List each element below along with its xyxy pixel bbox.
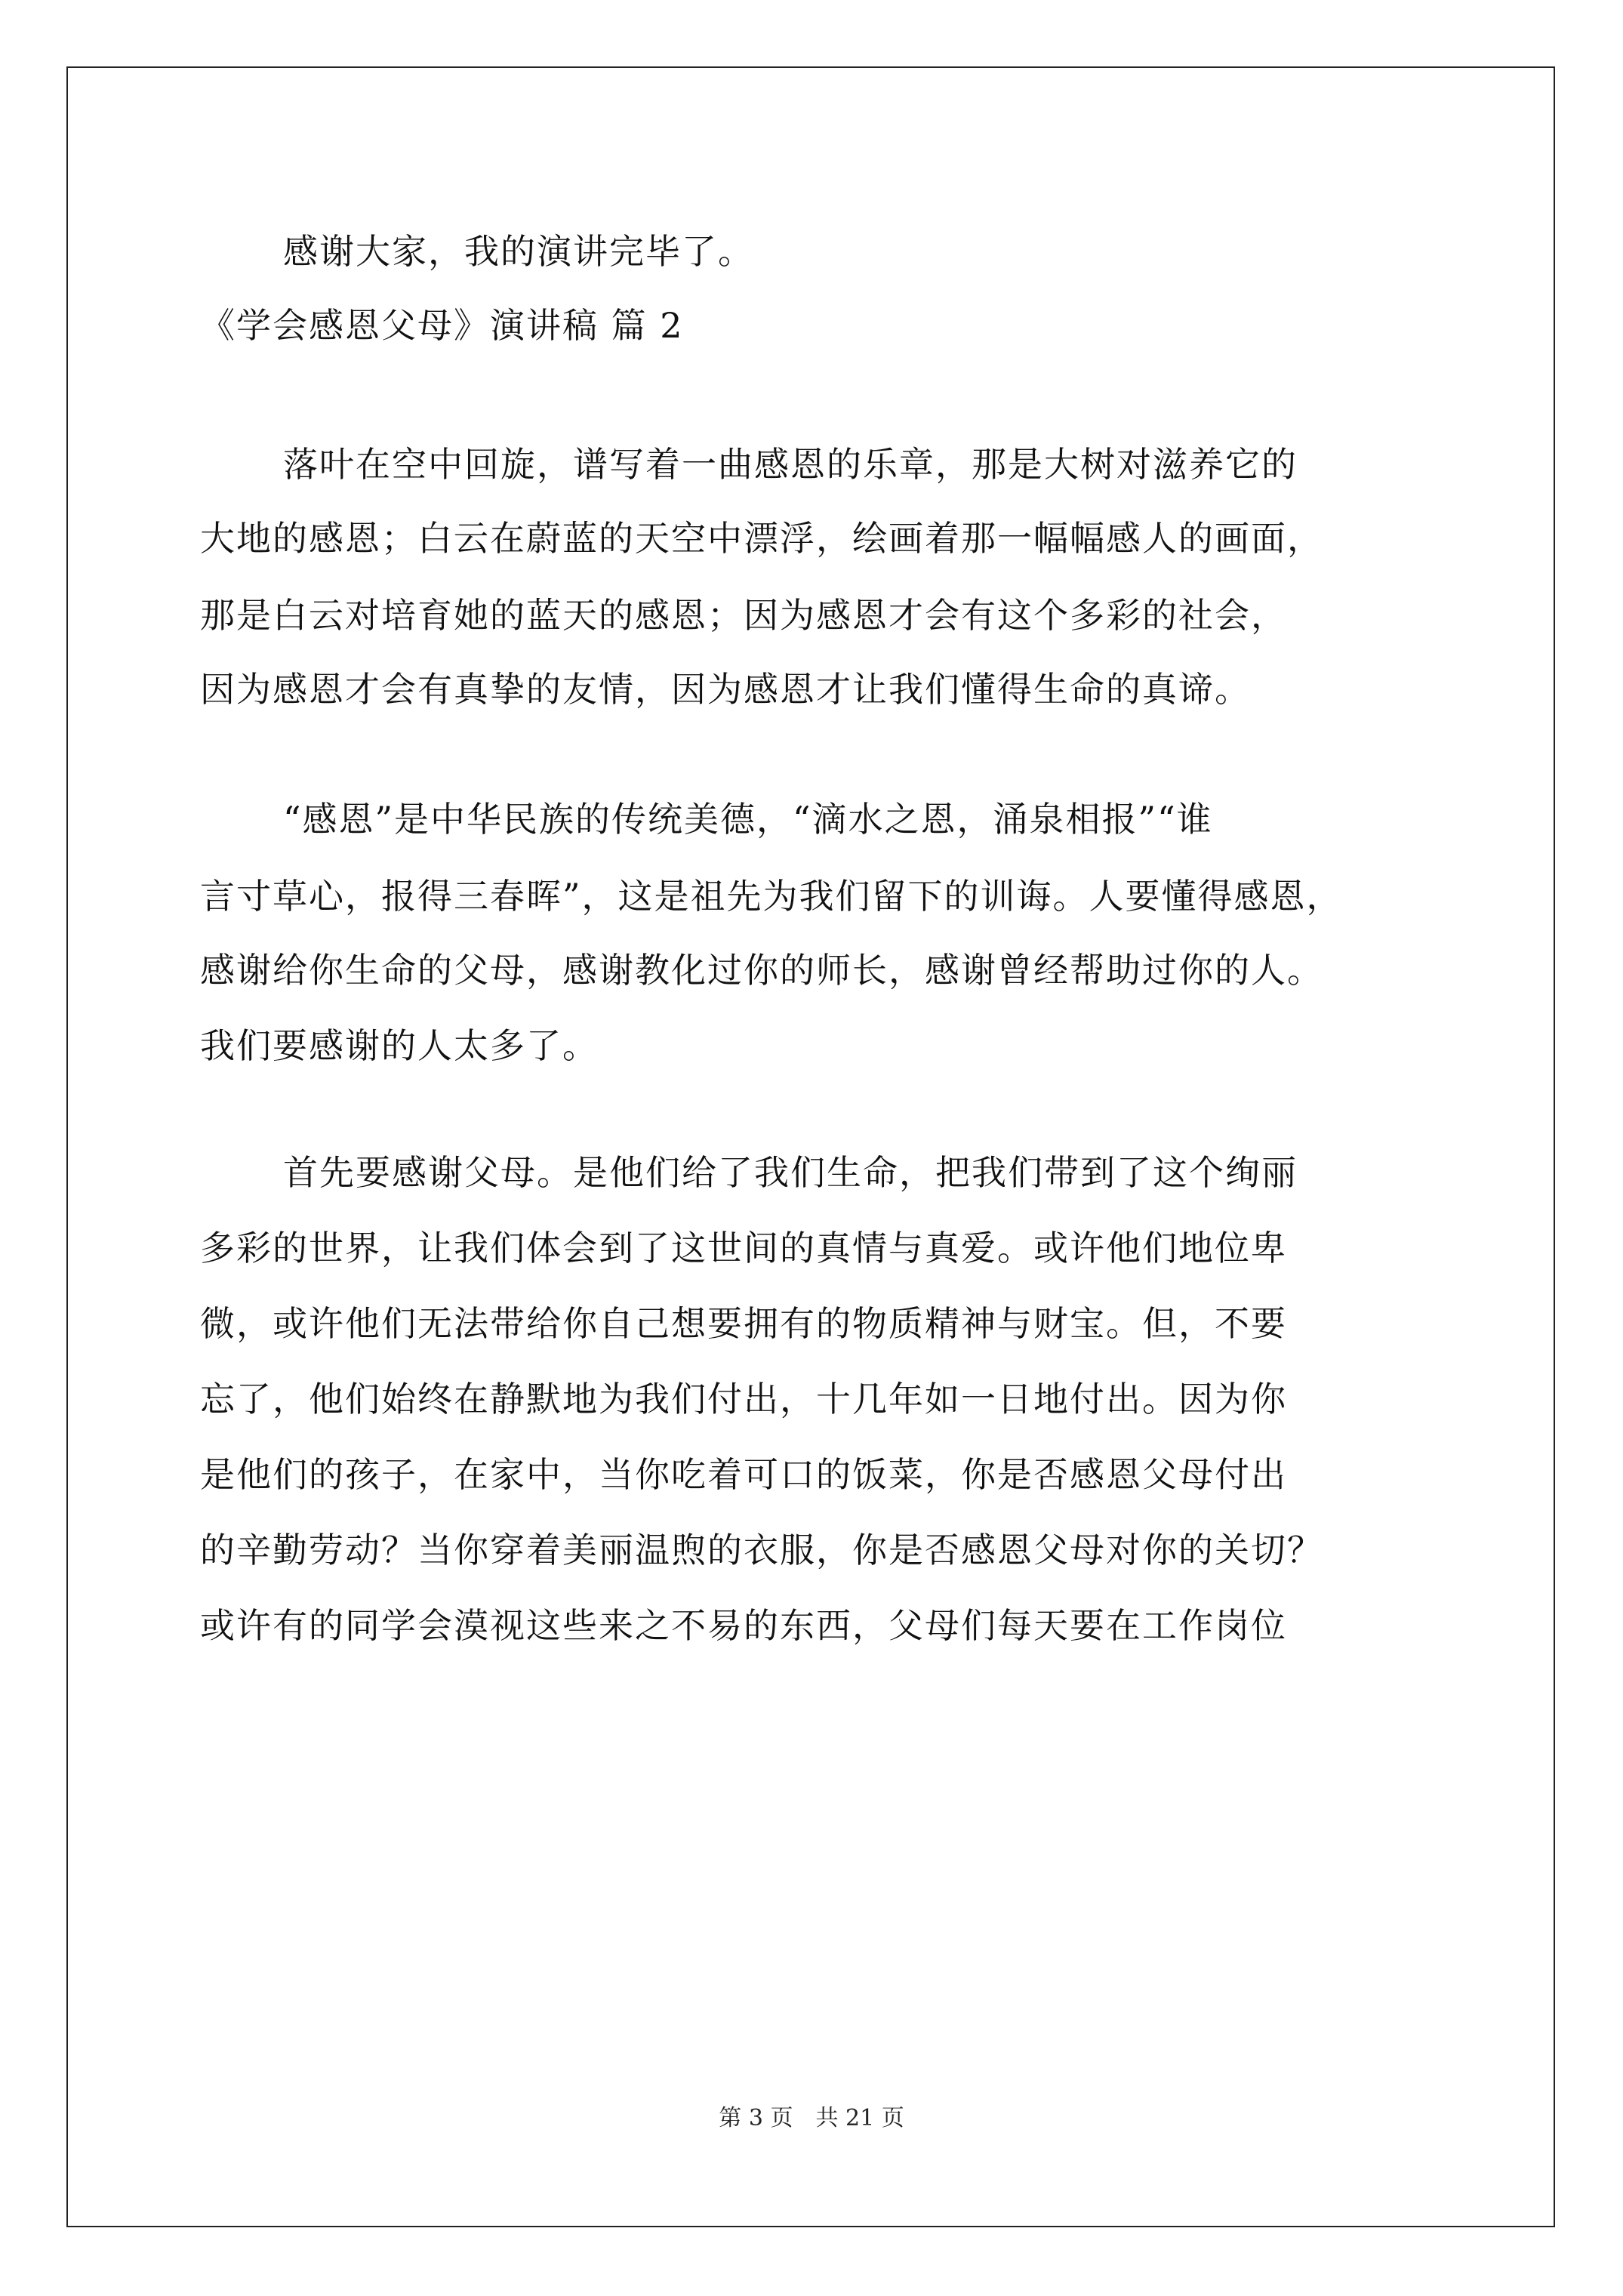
- paragraph-line: 微，或许他们无法带给你自己想要拥有的物质精神与财宝。但，不要: [200, 1303, 1287, 1344]
- paragraph-line: 的辛勤劳动？当你穿着美丽温煦的衣服，你是否感恩父母对你的关切？: [200, 1530, 1323, 1570]
- paragraph-line: 首先要感谢父母。是他们给了我们生命，把我们带到了这个绚丽: [283, 1152, 1298, 1193]
- paragraph-line: 我们要感谢的人太多了。: [200, 1025, 599, 1066]
- page-border: [66, 66, 1555, 2227]
- paragraph-line: 言寸草心，报得三春晖”，这是祖先为我们留下的训诲。人要懂得感恩，: [200, 876, 1343, 917]
- paragraph-line: 或许有的同学会漠视这些来之不易的东西，父母们每天要在工作岗位: [200, 1605, 1287, 1646]
- closing-line: 感谢大家，我的演讲完毕了。: [283, 231, 754, 272]
- section-heading: 《学会感恩父母》演讲稿 篇 2: [200, 305, 684, 346]
- paragraph-line: 忘了，他们始终在静默地为我们付出，十几年如一日地付出。因为你: [200, 1379, 1287, 1419]
- paragraph-line: 落叶在空中回旋，谱写着一曲感恩的乐章，那是大树对滋养它的: [283, 444, 1298, 485]
- paragraph-line: 因为感恩才会有真挚的友情，因为感恩才让我们懂得生命的真谛。: [200, 669, 1251, 710]
- paragraph-line: 多彩的世界，让我们体会到了这世间的真情与真爱。或许他们地位卑: [200, 1228, 1287, 1268]
- page-footer: 第 3 页 共 21 页: [719, 2105, 904, 2131]
- paragraph-line: 大地的感恩；白云在蔚蓝的天空中漂浮，绘画着那一幅幅感人的画面，: [200, 518, 1323, 559]
- paragraph-line: 那是白云对培育她的蓝天的感恩；因为感恩才会有这个多彩的社会，: [200, 595, 1287, 636]
- paragraph-line: “感恩”是中华民族的传统美德，“滴水之恩，涌泉相报”“谁: [283, 799, 1213, 840]
- paragraph-line: 感谢给你生命的父母，感谢教化过你的师长，感谢曾经帮助过你的人。: [200, 950, 1323, 991]
- paragraph-line: 是他们的孩子，在家中，当你吃着可口的饭菜，你是否感恩父母付出: [200, 1454, 1287, 1495]
